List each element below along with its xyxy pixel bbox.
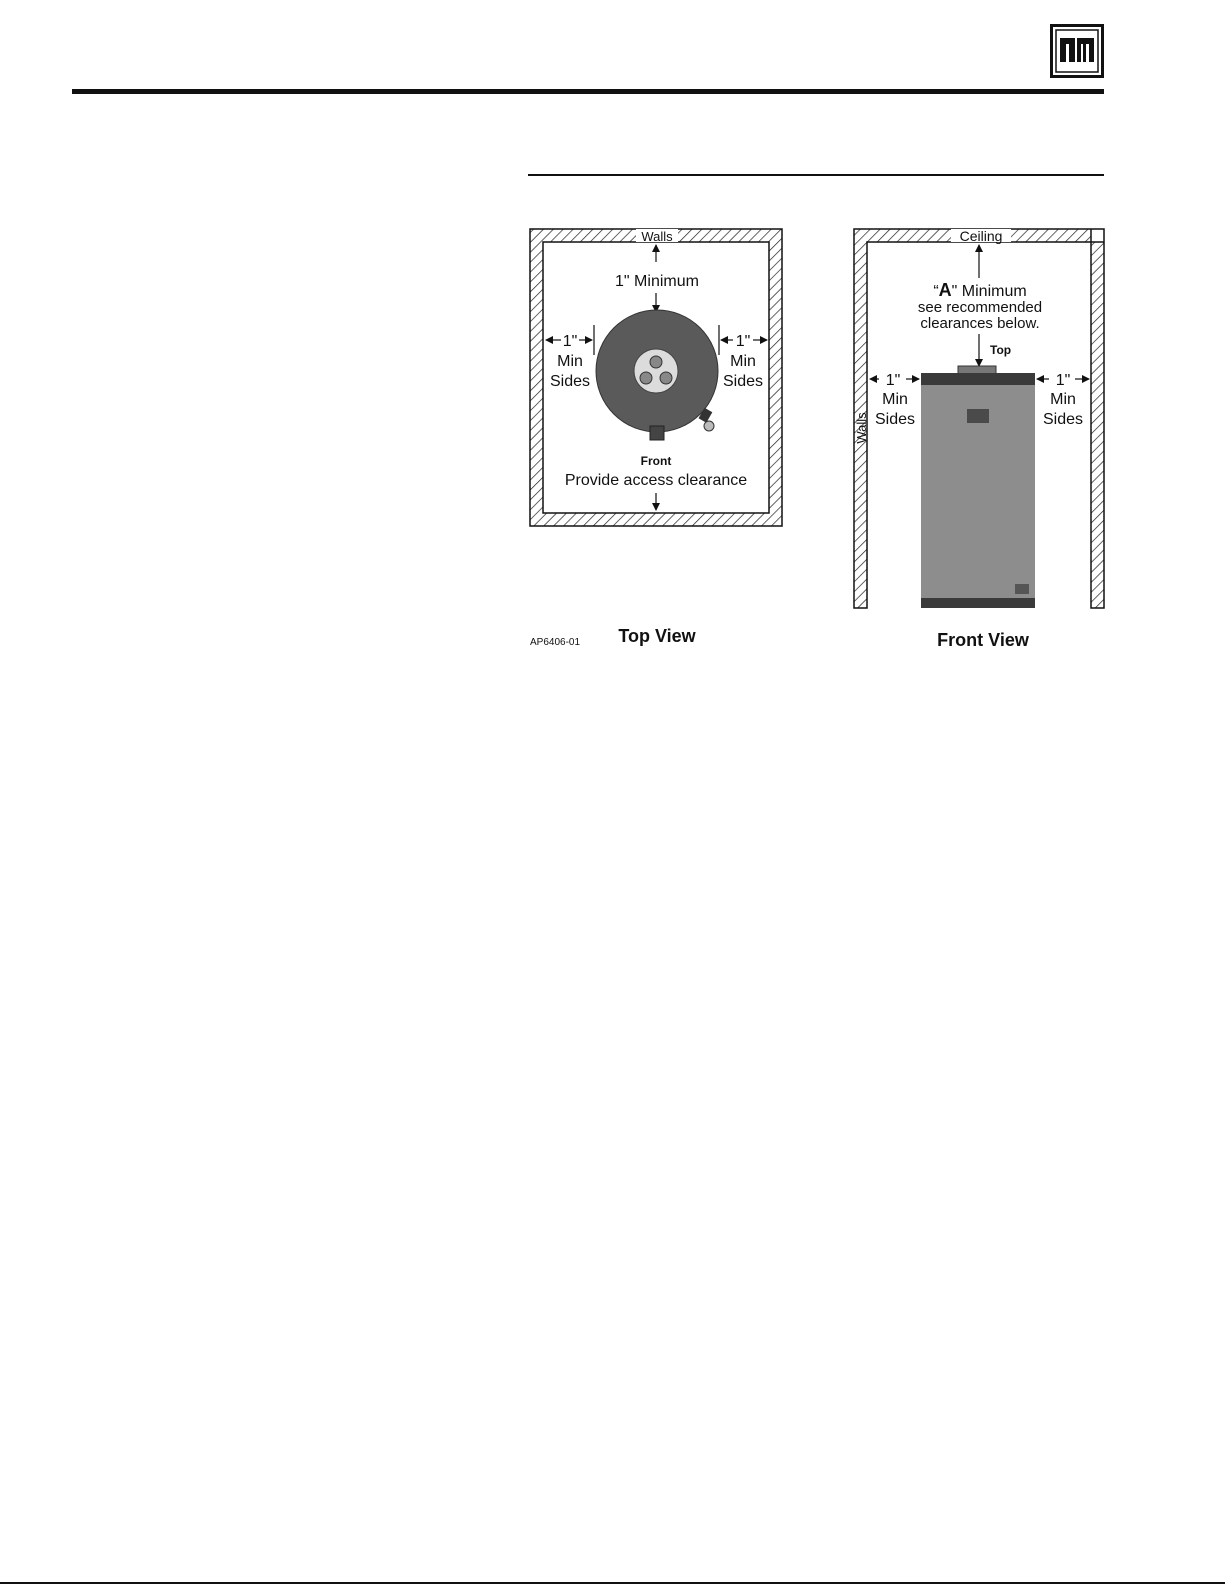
front-left-dim: 1" <box>885 372 901 389</box>
front-right-min: Min <box>1050 391 1076 408</box>
a-min-line3: clearances below. <box>920 315 1040 332</box>
tank-top-band <box>921 373 1035 385</box>
top-left-dim: 1" <box>562 333 578 350</box>
top-min-label: 1" Minimum <box>615 273 699 290</box>
front-right-dim: 1" <box>1055 372 1071 389</box>
top-right-sides: Sides <box>722 373 764 390</box>
front-view-caption: Front View <box>937 630 1029 650</box>
front-walls-label: Walls <box>854 412 869 444</box>
figure-id: AP6406-01 <box>530 637 581 648</box>
front-top-label: Top <box>990 343 1012 357</box>
ceiling-label: Ceiling <box>959 228 1003 244</box>
front-view-diagram <box>854 228 1104 650</box>
clearance-figure <box>0 0 1225 700</box>
top-left-sides: Sides <box>549 373 591 390</box>
top-access-label: Provide access clearance <box>564 472 748 489</box>
front-right-sides: Sides <box>1042 411 1084 428</box>
footer-rule <box>0 1582 1225 1584</box>
tank-bottom-band <box>921 598 1035 608</box>
a-min-line: “A" Minimum <box>933 280 1027 300</box>
top-view-caption: Top View <box>618 626 696 646</box>
front-left-min: Min <box>882 391 908 408</box>
a-min-line2: see recommended <box>917 299 1043 316</box>
front-left-sides: Sides <box>874 411 916 428</box>
top-left-min: Min <box>557 353 583 370</box>
top-right-dim: 1" <box>735 333 751 350</box>
top-front-label: Front <box>640 454 672 468</box>
top-walls-label: Walls <box>641 229 673 244</box>
top-view-diagram <box>530 229 782 648</box>
tank-control <box>967 409 989 423</box>
top-right-min: Min <box>730 353 756 370</box>
